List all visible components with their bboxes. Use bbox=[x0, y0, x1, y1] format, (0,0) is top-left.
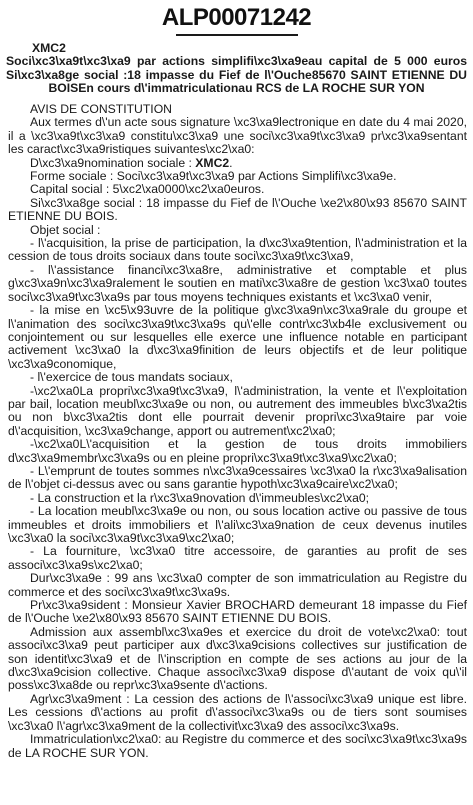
purpose-item: - l\'acquisition, la prise de participation, la d\xc3\xa9tention, l\'administration et la cession de tous droits sociaux dans toute soci\xc3\xa9t\xc3\xa9, bbox=[8, 236, 467, 264]
paragraph-admission: Admission aux assembl\xc3\xa9es et exercice du droit de vote\xc2\xa0: tout associ\xc3\xa9 peut participer aux d\xc3\xa9cisions collectives sur justification de son identit\xc3\xa9 et de l\'inscription en compte de ses actions au jour de la d\xc3\xa9cision collective. Chaque associ\xc3\xa9 dispose d\'autant de voix qu\'il poss\xc3\xa8de ou repr\xc3\xa9sente d\'actions. bbox=[8, 624, 467, 693]
reference-underline bbox=[176, 34, 298, 36]
purpose-item: - La construction et la r\xc3\xa9novation d\'immeubles\xc2\xa0; bbox=[30, 490, 370, 505]
paragraph-duration: Dur\xc3\xa9e : 99 ans \xc3\xa0 compter de son immatriculation au Registre du commerce et des soci\xc3\xa9t\xc3\xa9s. bbox=[8, 571, 467, 599]
purpose-item: - La fourniture, \xc3\xa0 titre accessoire, de garanties au profit de ses associ\xc3\xa9s\xc2\xa0; bbox=[8, 544, 467, 572]
paragraph-approval: Agr\xc3\xa9ment : La cession des actions de l\'associ\xc3\xa9 unique est libre. Les cessions d\'actions au profit d\'associ\xc3\xa9s ou de tiers sont soumises \xc3\xa0 l\'agr\xc3\xa9ment de la collectivit\xc3\xa9 des associ\xc3\xa9s. bbox=[8, 691, 467, 733]
paragraph-legal-form: Forme sociale : Soci\xc3\xa9t\xc3\xa9 par Actions Simplifi\xc3\xa9e. bbox=[30, 169, 397, 184]
purpose-item: -\xc2\xa0La propri\xc3\xa9t\xc3\xa9, l\'administration, la vente et l\'exploitation par bail, location meubl\xc3\xa9e ou non, ou autrement des immeubles b\xc3\xa2tis ou non b\xc3\xa2tis dont elle pourrait devenir propri\xc3\xa9taire par voie d\'acquisition, \xc3\xa9change, apport ou autrement\xc2\xa0; bbox=[8, 383, 467, 438]
paragraph-intro: Aux termes d\'un acte sous signature \xc3\xa9lectronique en date du 4 mai 2020, il a \xc3\xa9t\xc3\xa9 constitu\xc3\xa9 une soci\xc3\xa9t\xc3\xa9 pr\xc3\xa9sentant les caract\xc3\xa9ristiques suivantes\xc2\xa0: bbox=[8, 115, 467, 157]
notice-title: AVIS DE CONSTITUTION bbox=[30, 102, 172, 116]
company-header-line-3: BOISEn cours d\'immatriculationau RCS de LA ROCHE SUR YON bbox=[48, 80, 425, 95]
paragraph-registration: Immatriculation\xc2\xa0: au Registre du commerce et des soci\xc3\xa9t\xc3\xa9s de LA ROCHE SUR YON. bbox=[8, 732, 467, 760]
denomination-end: . bbox=[229, 155, 233, 170]
paragraph-purpose-title: Objet social : bbox=[30, 222, 101, 237]
denomination-label: D\xc3\xa9nomination sociale : bbox=[30, 155, 196, 170]
purpose-item: - l\'exercice de tous mandats sociaux, bbox=[30, 370, 233, 385]
paragraph-president: Pr\xc3\xa9sident : Monsieur Xavier BROCHARD demeurant 18 impasse du Fief de l\'Ouche \xe2\x80\x93 85670 SAINT ETIENNE DU BOIS. bbox=[8, 598, 467, 626]
company-header-line-1: Soci\xc3\xa9t\xc3\xa9 par actions simplifi\xc3\xa9eau capital de 5 000 euros bbox=[6, 54, 467, 69]
purpose-item: - la mise en \xc5\x93uvre de la politique g\xc3\xa9n\xc3\xa9rale du groupe et l\'animation des soci\xc3\xa9t\xc3\xa9s qu\'elle contr\xc3\xb4le exclusivement ou conjointement ou sur lesquelles elle exerce une influence notable en participant activement \xc3\xa0 la d\xc3\xa9finition de leurs objectifs et de leur politique \xc3\xa9conomique, bbox=[8, 303, 467, 371]
denomination-value: XMC2 bbox=[195, 155, 230, 170]
purpose-item: - La location meubl\xc3\xa9e ou non, ou sous location active ou passive de tous immeubles et droits immobiliers et l\'ali\xc3\xa9nation de ceux devenus inutiles \xc3\xa0 la soci\xc3\xa9t\xc3\xa9\xc2\xa0; bbox=[8, 504, 467, 545]
paragraph-denomination bbox=[8, 157, 467, 170]
purpose-item: - l\'assistance financi\xc3\xa8re, administrative et comptable et plus g\xc3\xa9n\xc3\xa9ralement le soutien en mati\xc3\xa8re de gestion \xc3\xa0 toutes soci\xc3\xa9t\xc3\xa9s par tous moyens techniques existants et \xc3\xa0 venir, bbox=[8, 262, 467, 304]
company-header bbox=[6, 42, 467, 95]
notice-body bbox=[8, 103, 467, 760]
company-header-line-2: Si\xc3\xa8ge social :18 impasse du Fief de l\'Ouche85670 SAINT ETIENNE DU bbox=[6, 67, 467, 82]
purpose-item: - L\'emprunt de toutes sommes n\xc3\xa9cessaires \xc3\xa0 la r\xc3\xa9alisation de l\'objet ci-dessus avec ou sans garantie hypoth\xc3\xa9caire\xc2\xa0; bbox=[8, 463, 467, 492]
paragraph-head-office: Si\xc3\xa8ge social : 18 impasse du Fief de l\'Ouche \xe2\x80\x93 85670 SAINT ETIENNE DU BOIS. bbox=[8, 195, 467, 224]
reference-number: ALP00071242 bbox=[161, 4, 312, 31]
company-name: XMC2 bbox=[32, 41, 66, 55]
purpose-item: -\xc2\xa0L\'acquisition et la gestion de tous droits immobiliers d\xc3\xa9membr\xc3\xa9s ou en pleine propri\xc3\xa9t\xc3\xa9\xc2\xa0; bbox=[8, 437, 467, 465]
paragraph-capital: Capital social : 5\xc2\xa0000\xc2\xa0euros. bbox=[30, 182, 265, 197]
